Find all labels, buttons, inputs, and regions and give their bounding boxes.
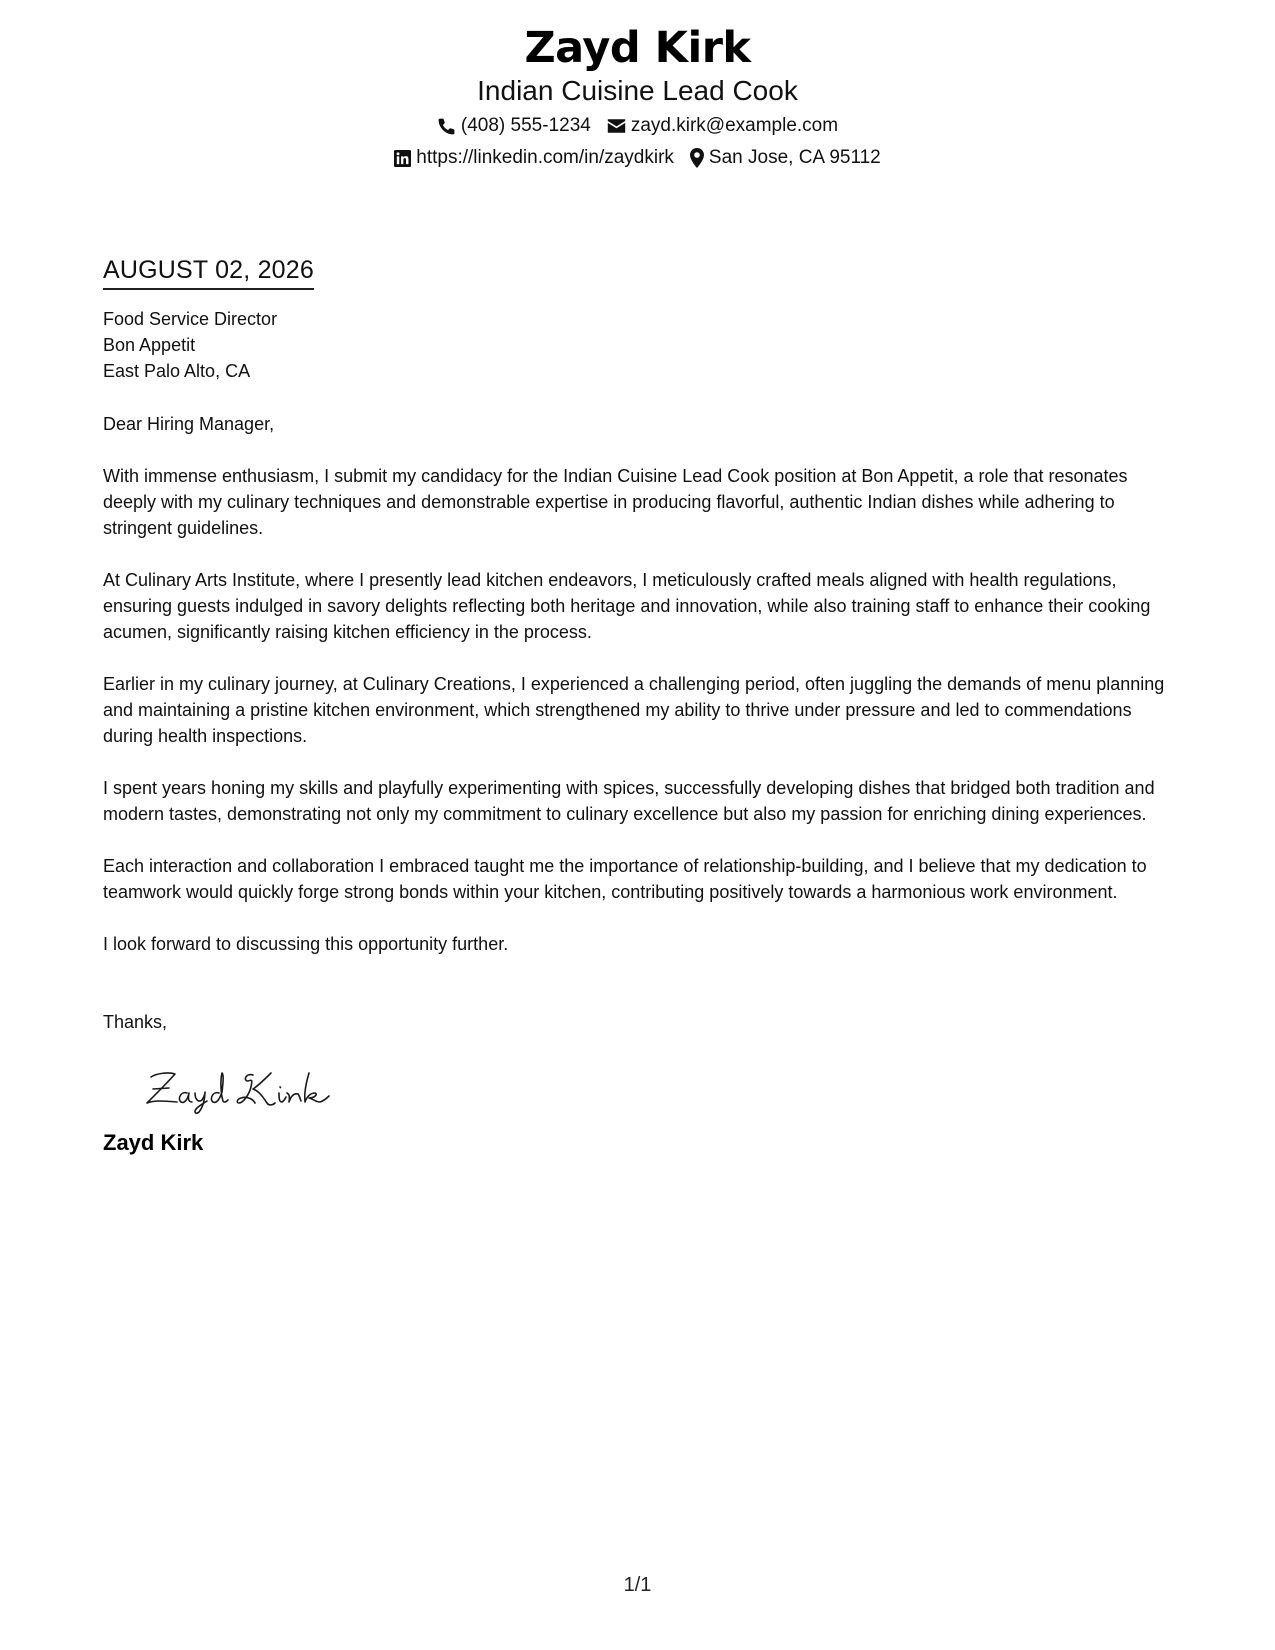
signoff: Thanks, (103, 1012, 168, 1032)
signature-image (143, 1063, 343, 1115)
recipient-line: Bon Appetit (103, 335, 196, 355)
envelope-icon (607, 118, 626, 134)
email-text[interactable]: zayd.kirk@example.com (630, 115, 839, 136)
body-paragraph: With immense enthusiasm, I submit my candidacy for the Indian Cuisine Lead Cook position at Bon Appetit, a role that resonates deeply with my culinary techniques and demonstrable expertise in producing flavorful, authentic Indian dishes while adhering to stringent guidelines. (103, 466, 1128, 538)
applicant-title: Indian Cuisine Lead Cook (477, 75, 798, 106)
signer-name: Zayd Kirk (103, 1130, 204, 1155)
body-paragraph: Earlier in my culinary journey, at Culinary Creations, I experienced a challenging period, often juggling the demands of menu planning and maintaining a pristine kitchen environment, which strengthened my ability to thrive under pressure and led to commendations during health inspections. (103, 674, 1165, 746)
salutation: Dear Hiring Manager, (103, 414, 275, 434)
phone-text[interactable]: (408) 555-1234 (460, 115, 591, 136)
phone-icon (437, 117, 456, 136)
body-paragraph: At Culinary Arts Institute, where I presently lead kitchen endeavors, I meticulously crafted meals aligned with health regulations, ensuring guests indulged in savory delights reflecting both heritage and innovation, while also training staff to enhance their cooking acumen, significantly raising kitchen efficiency in the process. (103, 570, 1151, 642)
location-text: San Jose, CA 95112 (708, 147, 881, 168)
page-number: 1/1 (623, 1574, 652, 1596)
linkedin-link[interactable]: https://linkedin.com/in/zaydkirk (416, 147, 674, 168)
linkedin-icon (394, 150, 411, 167)
letter-header (0, 22, 1275, 170)
body-paragraph: I spent years honing my skills and playfully experimenting with spices, successfully developing dishes that bridged both tradition and modern tastes, demonstrating not only my commitment to culinary excellence but also my passion for enriching dining experiences. (103, 778, 1155, 824)
contact-row-2 (0, 146, 1275, 170)
closing-line: I look forward to discussing this opportunity further. (103, 934, 509, 954)
contact-phone (437, 114, 591, 138)
letter-date: AUGUST 02, 2026 (103, 254, 314, 290)
applicant-name: Zayd Kirk (524, 23, 751, 73)
recipient-block (103, 306, 1178, 384)
contact-location (690, 146, 881, 170)
map-marker-icon (690, 148, 704, 168)
contact-linkedin (394, 146, 674, 170)
body-paragraph: Each interaction and collaboration I embraced taught me the importance of relationship-building, and I believe that my dedication to teamwork would quickly forge strong bonds within your kitchen, contributing positively towards a harmonious work environment. (103, 856, 1147, 902)
letter-body (103, 254, 1178, 1157)
recipient-line: East Palo Alto, CA (103, 361, 251, 381)
contact-email (607, 114, 838, 138)
contact-row-1 (0, 114, 1275, 138)
recipient-line: Food Service Director (103, 309, 278, 329)
